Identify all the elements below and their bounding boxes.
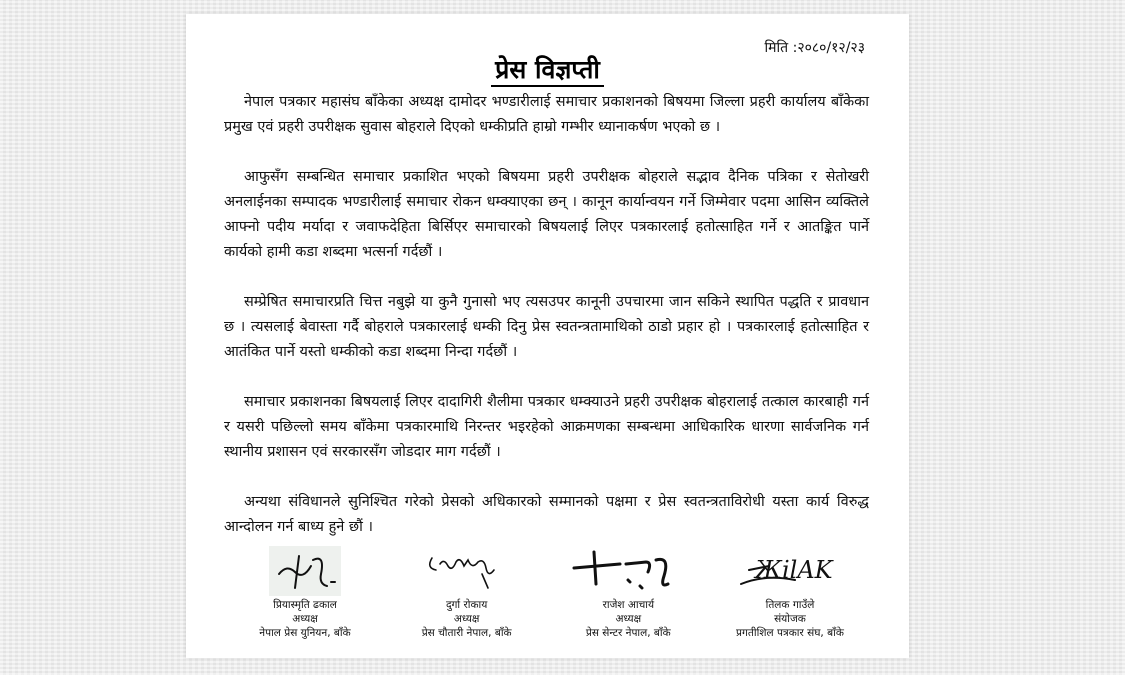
signatory-3-role: अध्यक्ष bbox=[615, 613, 642, 625]
signatory-3-name: राजेश आचार्य bbox=[602, 599, 655, 611]
signatory-3-org: प्रेस सेन्टर नेपाल, बाँके bbox=[585, 627, 671, 639]
paragraph-3: सम्प्रेषित समाचारप्रति चित्त नबुझे या कुनै गुनासो भए त्यसउपर कानूनी उपचारमा जान सकिने स्थापित पद्धति र प्रावधान छ । त्यसलाई बेवास्ता गर्दै बोहराले पत्रकारलाई धम्की दिनु प्रेस स्वतन्त्रतामाथिको ठाडो प्रहार हो । पत्रकारलाई हतोत्साहित र आतंकित पार्ने यस्तो धम्कीको कडा शब्दमा निन्दा गर्दछौं । bbox=[224, 294, 869, 360]
signatory-4-role: संयोजक bbox=[774, 613, 806, 625]
signatory-2-name: दुर्गा रोकाय bbox=[445, 599, 488, 611]
paragraph-5: अन्यथा संविधानले सुनिश्चित गरेको प्रेसको अधिकारको सम्मानको पक्षमा र प्रेस स्वतन्त्रताविरोधी यस्ता कार्य विरुद्ध आन्दोलन गर्न बाध्य हुने छौं । bbox=[224, 494, 869, 535]
signatory-2-role: अध्यक्ष bbox=[453, 613, 480, 625]
signatory-3 bbox=[549, 544, 707, 654]
signatory-1-role: अध्यक्ष bbox=[292, 613, 318, 625]
signatory-4-name: तिलक गाउँले bbox=[765, 599, 815, 611]
signatory-4-org: प्रगतीशिल पत्रकार संघ, बाँके bbox=[736, 627, 844, 639]
document-title-text: प्रेस विज्ञप्ती bbox=[491, 55, 604, 87]
signatory-2 bbox=[388, 544, 546, 654]
signature-2-image bbox=[422, 544, 512, 598]
signatory-1 bbox=[226, 544, 384, 654]
release-date: मिति :२०८०/१२/२३ bbox=[764, 40, 865, 56]
signatory-4 bbox=[711, 544, 869, 654]
paragraph-4: समाचार प्रकाशनका बिषयलाई लिएर दादागिरी शैलीमा पत्रकार धम्क्याउने प्रहरी उपरीक्षक बोहरालाई तत्काल कारबाही गर्न र यसरी पछिल्लो समय बाँकेमा पत्रकारमाथि निरन्तर भइरहेको आक्रमणका सम्बन्धमा आधिकारिक धारणा सार्वजनिक गर्न स्थानीय प्रशासन एवं सरकारसँग जोडदार माग गर्दछौं । bbox=[224, 394, 869, 460]
signature-4-image bbox=[735, 544, 845, 598]
signatory-2-org: प्रेस चौतारी नेपाल, बाँके bbox=[421, 627, 512, 639]
press-release-document bbox=[186, 14, 909, 658]
paragraph-1: नेपाल पत्रकार महासंघ बाँकेका अध्यक्ष दामोदर भण्डारीलाई समाचार प्रकाशनको बिषयमा जिल्ला प्रहरी कार्यालय बाँकेका प्रमुख एवं प्रहरी उपरीक्षक सुवास बोहराले दिएको धम्कीप्रति हाम्रो गम्भीर ध्यानाकर्षण भएको छ । bbox=[224, 94, 869, 135]
paragraph-2: आफुसँग सम्बन्धित समाचार प्रकाशित भएको बिषयमा प्रहरी उपरीक्षक बोहराले सद्भाव दैनिक पत्रिका र सेतोखरी अनलाईनका सम्पादक भण्डारीलाई समाचार रोकन धम्क्याएका छन् । कानून कार्यान्वयन गर्ने जिम्मेवार पदमा आसिन व्यक्तिले आफ्नो पदीय मर्यादा र जवाफदेहिता बिर्सिएर समाचारको बिषयलाई लिएर पत्रकारलाई हतोत्साहित गर्ने र आतङ्कित पार्ने कार्यको हामी कडा शब्दमा भत्सर्ना गर्दछौं । bbox=[224, 169, 869, 260]
signatory-1-org: नेपाल प्रेस युनियन, बाँके bbox=[259, 627, 351, 639]
svg-text:ЖilAK: ЖilAK bbox=[754, 556, 833, 584]
signatory-1-name: प्रियास्मृति ढकाल bbox=[273, 599, 337, 611]
document-body bbox=[224, 90, 869, 565]
document-title bbox=[186, 52, 909, 86]
signature-3-image bbox=[568, 544, 688, 598]
signature-1-image bbox=[265, 544, 345, 598]
signature-block bbox=[226, 544, 869, 654]
